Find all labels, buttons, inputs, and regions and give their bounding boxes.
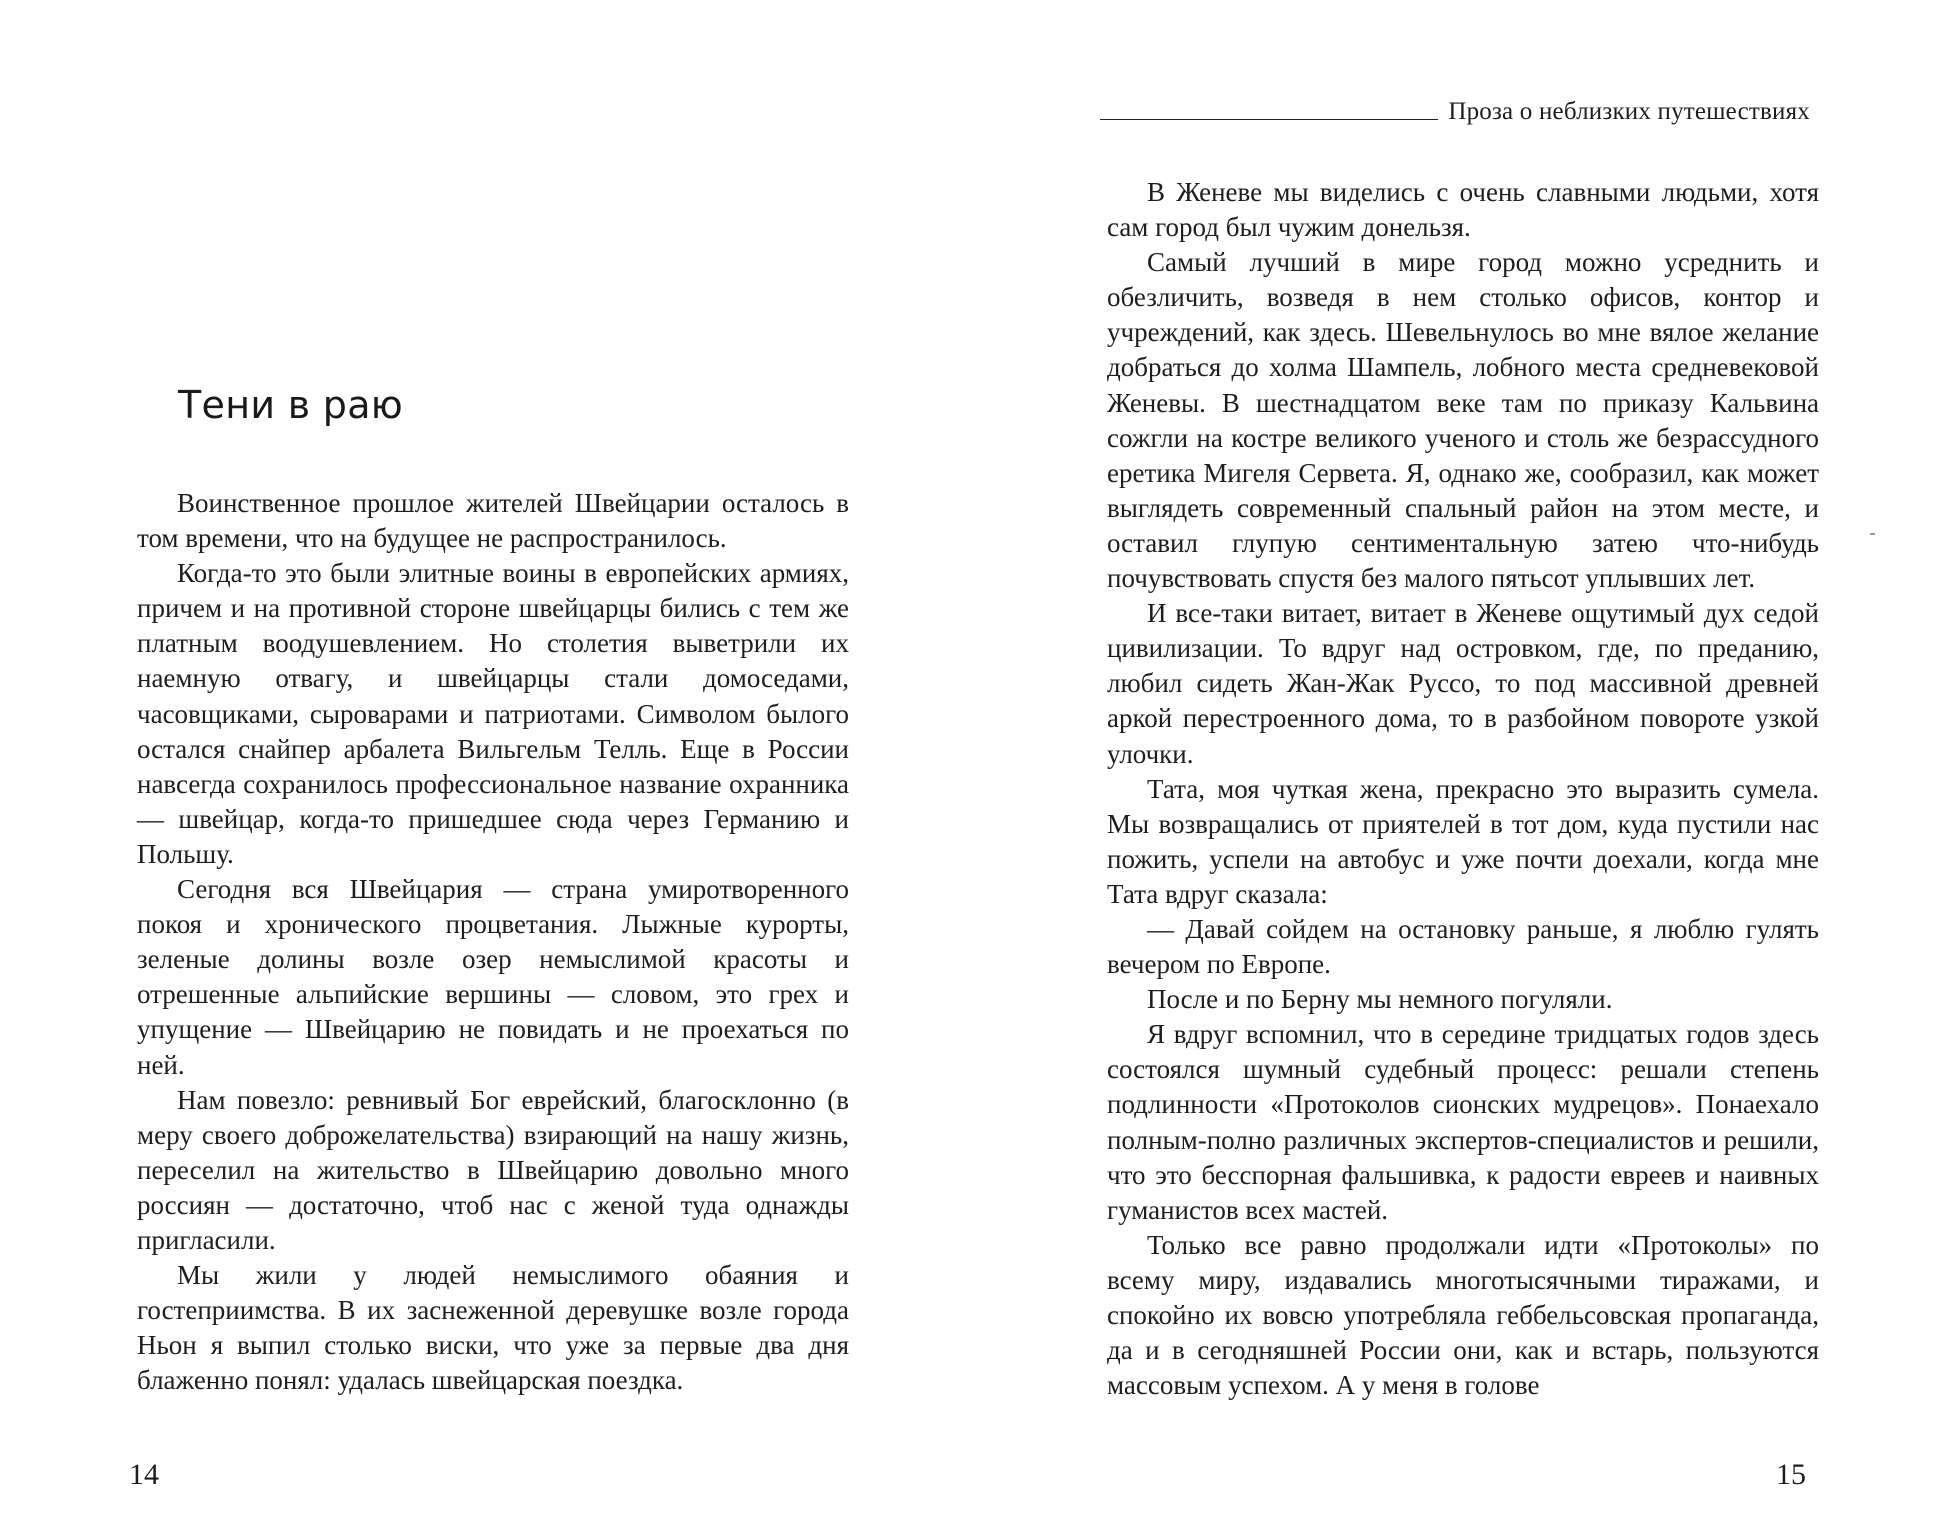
paragraph: Воинственное прошлое жителей Швейцарии осталось в том времени, что на будущее не распространилось. — [137, 488, 849, 554]
paragraph: Когда-то это были элитные воины в европейских армиях, причем и на противной стороне швейцарцы бились с тем же платным воодушевлением. Но столетия выветрили их наемную отвагу, и швейцарцы стали домоседами, часовщиками, сыроварами и патриотами. Символом былого остался снайпер арбалета Вильгельм Телль. Еще в России навсегда сохранилось профессиональное название охранника — швейцар, когда-то пришедшее сюда через Германию и Польшу. — [137, 558, 849, 869]
page-number-left: 14 — [129, 1458, 159, 1491]
left-page — [0, 0, 970, 1538]
left-page-text — [137, 486, 849, 1398]
paragraph: И все-таки витает, витает в Женеве ощутимый дух седой цивилизации. То вдруг над островком, где, по преданию, любил сидеть Жан-Жак Руссо, то под массивной древней аркой перестроенного дома, то в разбойном повороте узкой улочки. — [1107, 598, 1819, 769]
paragraph: Только все равно продолжали идти «Протоколы» по всему миру, издавались многотысячными тиражами, и спокойно их вовсю употребляла геббельсовская пропаганда, да и в сегодняшней России они, как и встарь, пользуются массовым успехом. А у меня в голове — [1107, 1229, 1819, 1401]
paragraph: После и по Берну мы немного погуляли. — [1147, 984, 1613, 1015]
paragraph: Тата, моя чуткая жена, прекрасно это выразить сумела. Мы возвращались от приятелей в тот дом, куда пустили нас пожить, успели на автобус и уже почти доехали, когда мне Тата вдруг сказала: — [1107, 773, 1819, 909]
right-page — [970, 0, 1941, 1538]
paragraph: Я вдруг вспомнил, что в середине тридцатых годов здесь состоялся шумный судебный процесс: решали степень подлинности «Протоколов сионских мудрецов». Понаехало полным-полно различных экспертов-специалистов и решили, что это бесспорная фальшивка, к радости евреев и наивных гуманистов всех мастей. — [1107, 1019, 1819, 1225]
running-head — [1100, 98, 1810, 126]
right-page-text — [1107, 175, 1819, 1403]
scan-speck — [1870, 533, 1875, 535]
paragraph: — Давай сойдем на остановку раньше, я люблю гулять вечером по Европе. — [1107, 913, 1819, 980]
paragraph: Самый лучший в мире город можно усреднить и обезличить, возведя в нем столько офисов, контор и учреждений, как здесь. Шевельнулось во мне вялое желание добраться до холма Шампель, лобного места средневековой Женевы. В шестнадцатом веке там по приказу Кальвина сожгли на костре великого ученого и столь же безрассудного еретика Мигеля Сервета. Я, однако же, сообразил, как может выглядеть современный спальный район на этом месте, и оставил глупую сентиментальную затею что-нибудь почувствовать спустя без малого пятьсот уплывших лет. — [1107, 247, 1819, 594]
chapter-title: Тени в раю — [178, 383, 404, 427]
running-head-rule — [1100, 119, 1438, 120]
paragraph: В Женеве мы виделись с очень славными людьми, хотя сам город был чужим донельзя. — [1107, 177, 1819, 243]
page-number-right: 15 — [1776, 1458, 1806, 1491]
paragraph: Сегодня вся Швейцария — страна умиротворенного покоя и хронического процветания. Лыжные курорты, зеленые долины возле озер немыслимой красоты и отрешенные альпийские вершины — словом, это грех и упущение — Швейцарию не повидать и не проехаться по ней. — [137, 874, 849, 1080]
paragraph: Нам повезло: ревнивый Бог еврейский, благосклонно (в меру своего доброжелательства) взирающий на нашу жизнь, переселил на жительство в Швейцарию довольно много россиян — достаточно, чтоб нас с женой туда однажды пригласили. — [137, 1084, 849, 1255]
running-head-title: Проза о неблизких путешествиях — [1448, 98, 1810, 125]
paragraph: Мы жили у людей немыслимого обаяния и гостеприимства. В их заснеженной деревушке возле города Ньон я выпил столько виски, что уже за первые два дня блаженно понял: удалась швейцарская поездка. — [137, 1260, 849, 1396]
